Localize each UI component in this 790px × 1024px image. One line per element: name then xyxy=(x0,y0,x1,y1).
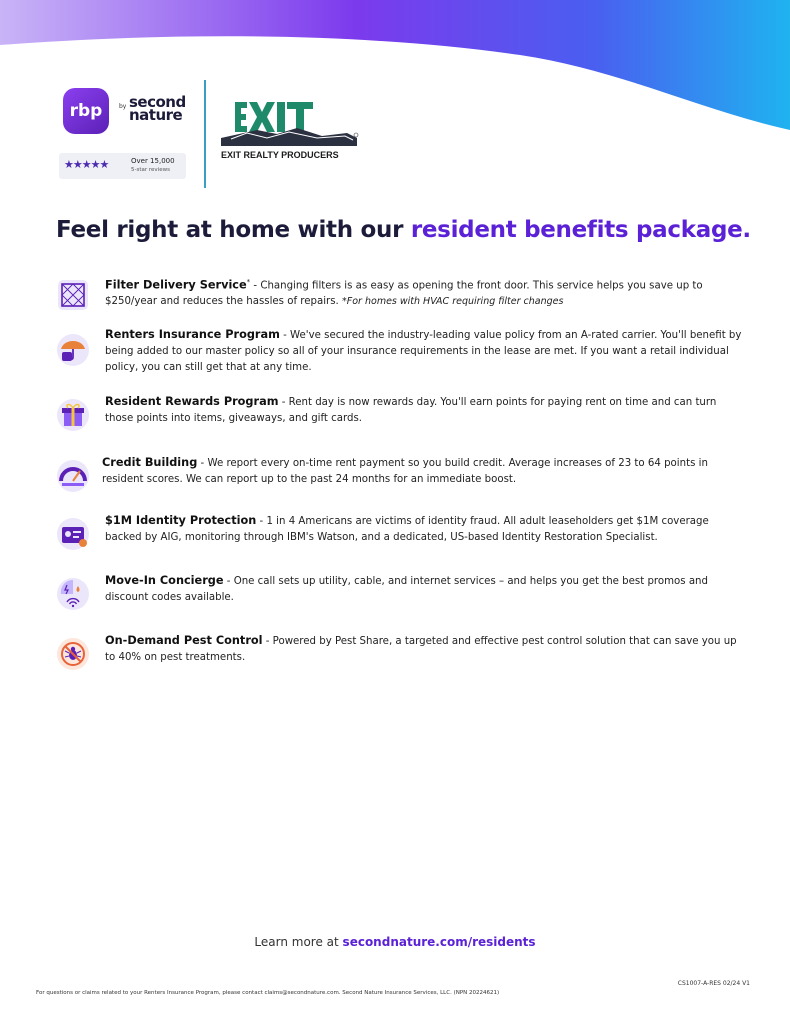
star-rating-icon: ★★★★★ xyxy=(64,158,109,171)
benefit-description: - Rent day is now rewards day. You'll earn points for paying rent on time and can turn those points into items, giveaways, and gift cards. xyxy=(105,397,717,424)
rating-badge xyxy=(59,153,186,179)
benefit-description: - We report every on-time rent payment so you build credit. Average increases of 23 to 64 points in resident scores. We can report up to the past 24 months for an immediate boost. xyxy=(102,458,708,485)
id-card-icon xyxy=(56,517,90,551)
form-code: CS1007-A-RES 02/24 V1 xyxy=(677,980,750,987)
exit-tagline: EXIT REALTY PRODUCERS xyxy=(221,150,339,160)
benefit-title: Credit Building xyxy=(102,456,198,469)
benefit-text xyxy=(105,573,745,606)
benefit-title: On-Demand Pest Control xyxy=(105,634,263,647)
benefit-title: $1M Identity Protection xyxy=(105,514,257,527)
filter-icon xyxy=(56,278,90,312)
exit-realty-logo xyxy=(217,98,362,178)
benefit-note: *For homes with HVAC requiring filter changes xyxy=(342,296,564,308)
benefit-description: - One call sets up utility, cable, and internet services – and helps you get the best promos and discount codes available. xyxy=(105,576,708,603)
benefit-credit-building xyxy=(56,455,746,491)
benefit-text xyxy=(105,633,745,666)
benefit-description: - Powered by Pest Share, a targeted and effective pest control solution that can save you up to 40% on pest treatments. xyxy=(105,636,737,663)
umbrella-icon xyxy=(56,333,90,367)
footer-disclaimer: For questions or claims related to your Renters Insurance Program, please contact claims@secondnature.com. Second Nature Insurance Services, LLC. (NPN 20224621) xyxy=(36,990,500,996)
benefit-description: - 1 in 4 Americans are victims of identity fraud. All adult leaseholders get $1M coverage backed by AIG, monitoring through IBM's Watson, and a dedicated, US-based Identity Restoration Specialist. xyxy=(105,516,709,543)
benefit-description: - Changing filters is as easy as opening the front door. This service helps you save up to $250/year and reduces the hassles of repairs. xyxy=(105,280,703,308)
rbp-logo: rbp xyxy=(63,88,109,134)
rating-sub: 5-star reviews xyxy=(131,167,170,173)
credit-gauge-icon xyxy=(56,459,90,493)
benefit-identity-protection xyxy=(56,513,746,549)
benefit-move-in-concierge xyxy=(56,573,746,609)
benefit-title: Filter Delivery Service xyxy=(105,278,247,292)
footnote-marker: * xyxy=(246,278,251,286)
benefit-title: Move-In Concierge xyxy=(105,574,224,587)
headline-prefix: Feel right at home with our xyxy=(56,217,411,243)
benefit-resident-rewards xyxy=(56,394,746,430)
benefit-title: Resident Rewards Program xyxy=(105,395,279,408)
rating-main: Over 15,000 xyxy=(131,157,175,165)
benefit-text xyxy=(105,513,745,546)
benefit-title: Renters Insurance Program xyxy=(105,328,280,341)
benefit-text xyxy=(105,327,745,376)
benefit-text xyxy=(105,274,745,310)
learn-more xyxy=(0,935,790,949)
benefit-text xyxy=(105,394,745,427)
by-label: by xyxy=(119,103,127,110)
benefit-pest-control xyxy=(56,633,746,669)
headline-accent: resident benefits package. xyxy=(410,217,751,243)
learn-more-label: Learn more at xyxy=(254,935,343,949)
brand-logos xyxy=(57,80,377,190)
utilities-icon xyxy=(56,577,90,611)
second-nature-logo: second nature xyxy=(129,93,186,124)
gift-icon xyxy=(56,398,90,432)
learn-more-link[interactable]: secondnature.com/residents xyxy=(342,935,536,949)
benefit-text xyxy=(102,455,742,488)
benefit-renters-insurance xyxy=(56,327,746,377)
benefit-filter-delivery xyxy=(56,274,746,310)
benefit-description: - We've secured the industry-leading value policy from an A-rated carrier. You'll benefit by being added to our master policy so all of your insurance requirements in the lease are met. If you want a retail individual policy, you can still get that at any time. xyxy=(105,330,742,373)
logo-divider xyxy=(204,80,206,188)
pest-control-icon xyxy=(56,637,90,671)
page-headline xyxy=(56,217,756,243)
rating-text xyxy=(131,157,175,175)
